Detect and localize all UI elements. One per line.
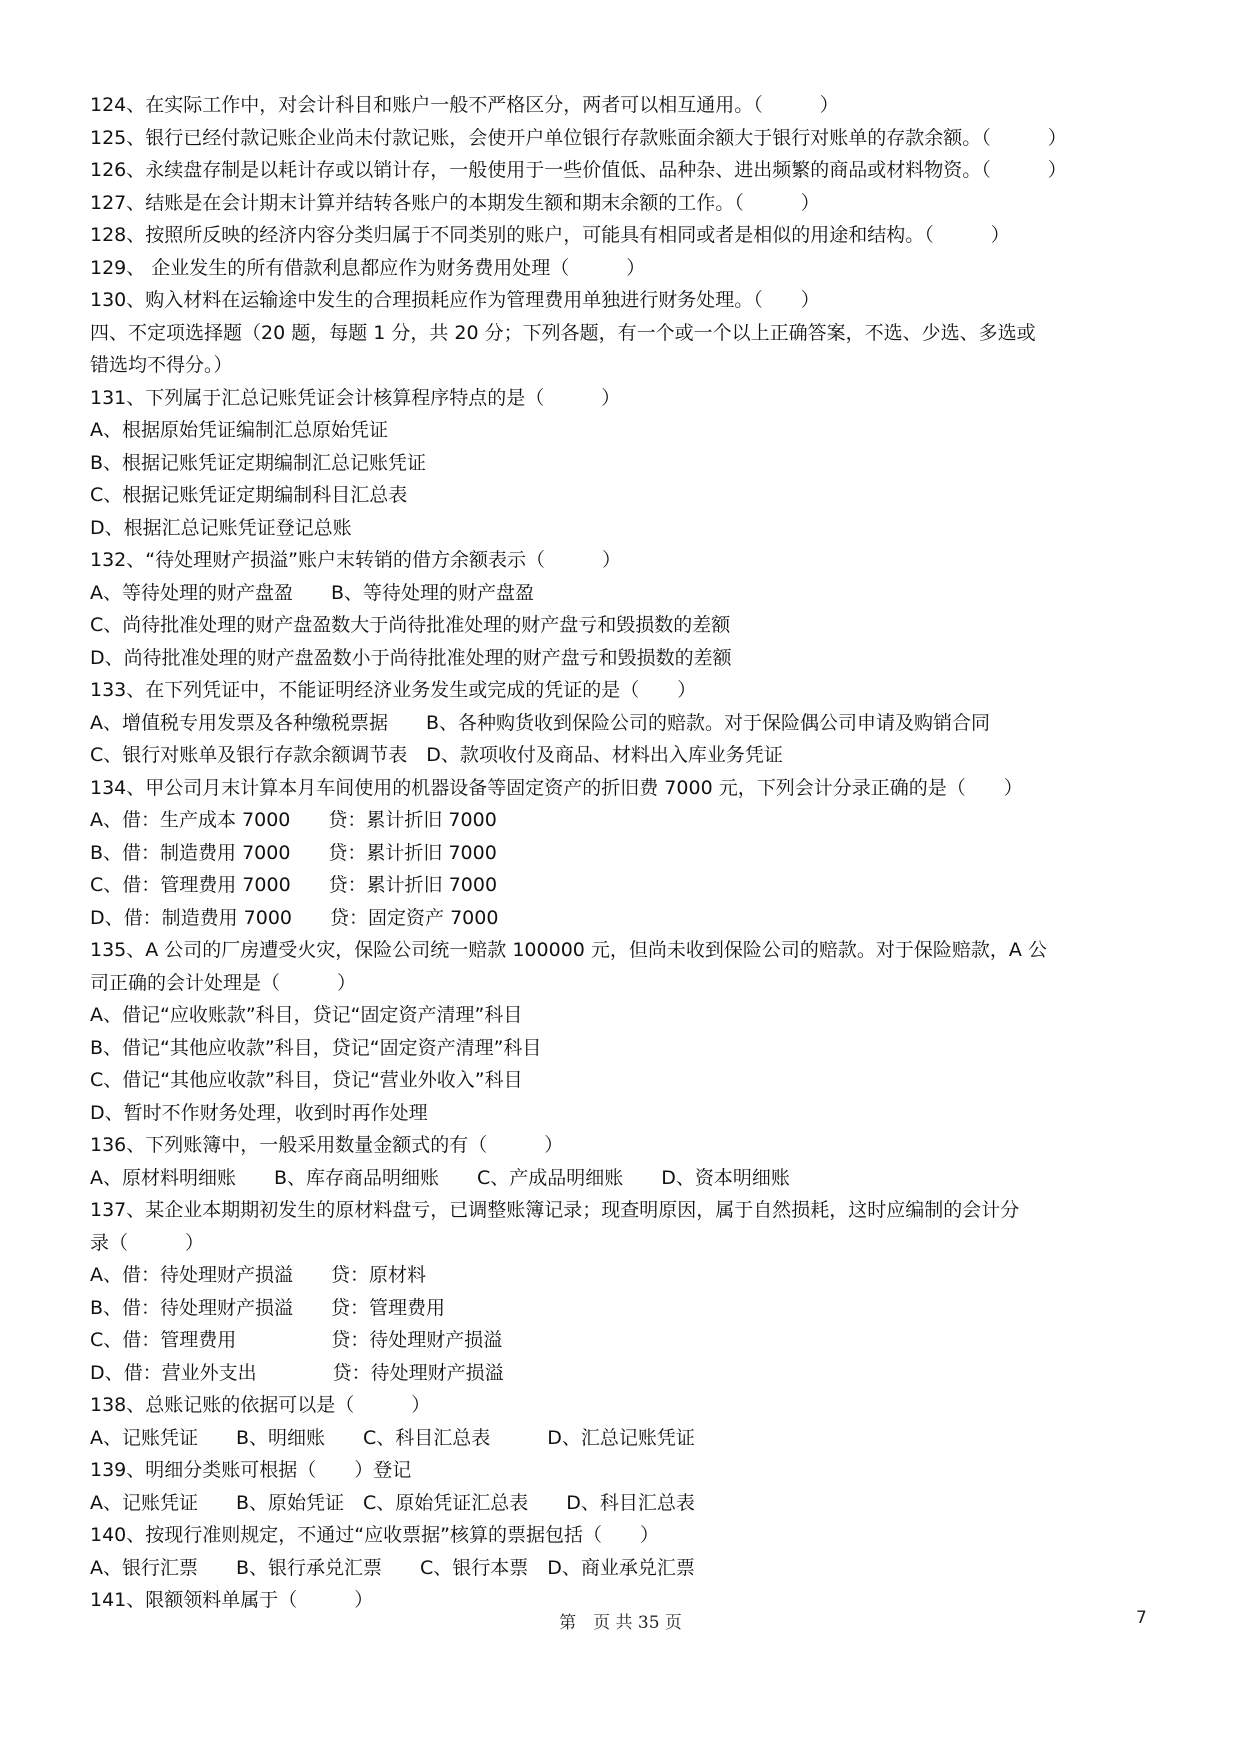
text-line: D、借：营业外支出 贷：待处理财产损溢 [90, 1361, 504, 1384]
text-line: 128、按照所反映的经济内容分类归属于不同类别的账户，可能具有相同或者是相似的用途和结构。（ ） [90, 224, 1010, 246]
text-line: A、借：待处理财产损溢 贷：原材料 [90, 1264, 426, 1286]
text-line: 138、总账记账的依据可以是（ ） [90, 1394, 431, 1416]
text-line: C、尚待批准处理的财产盘盈数大于尚待批准处理的财产盘亏和毁损数的差额 [90, 614, 731, 636]
text-line: A、银行汇票 B、银行承兑汇票 C、银行本票 D、商业承兑汇票 [90, 1556, 695, 1579]
text-line: 141、限额领料单属于（ ） [90, 1589, 374, 1611]
text-line: 131、下列属于汇总记账凭证会计核算程序特点的是（ ） [90, 386, 621, 409]
text-line: C、借记“其他应收款”科目，贷记“营业外收入”科目 [90, 1069, 523, 1091]
text-line: 126、永续盘存制是以耗计存或以销计存，一般使用于一些价值低、品种杂、进出频繁的商品或材料物资。（ ） [90, 159, 1067, 181]
text-line: 四、不定项选择题（20 题，每题 1 分，共 20 分；下列各题，有一个或一个以上正确答案，不选、少选、多选或 [90, 321, 1036, 344]
text-line: 137、某企业本期期初发生的原材料盘亏，已调整账簿记录；现查明原因，属于自然损耗，这时应编制的会计分 [90, 1199, 1020, 1221]
text-line: A、借记“应收账款”科目，贷记“固定资产清理”科目 [90, 1004, 523, 1026]
text-line: 139、明细分类账可根据（ ）登记 [90, 1459, 412, 1481]
text-line: A、记账凭证 B、明细账 C、科目汇总表 D、汇总记账凭证 [90, 1426, 695, 1449]
text-line: 134、甲公司月末计算本月车间使用的机器设备等固定资产的折旧费 7000 元，下列会计分录正确的是（ ） [90, 776, 1023, 799]
text-line: D、借：制造费用 7000 贷：固定资产 7000 [90, 906, 499, 929]
text-line: B、根据记账凭证定期编制汇总记账凭证 [90, 451, 427, 474]
question-list [90, 89, 1170, 1617]
footer-page-number: 7 [1136, 1608, 1147, 1628]
text-line: A、根据原始凭证编制汇总原始凭证 [90, 419, 388, 441]
text-line: A、原材料明细账 B、库存商品明细账 C、产成品明细账 D、资本明细账 [90, 1166, 790, 1189]
text-line: 错选均不得分。） [90, 354, 233, 376]
text-line: D、根据汇总记账凭证登记总账 [90, 516, 352, 539]
text-line: 135、A 公司的厂房遭受火灾，保险公司统一赔款 100000 元，但尚未收到保险公司的赔款。对于保险赔款，A 公 [90, 939, 1047, 961]
text-line: A、借：生产成本 7000 贷：累计折旧 7000 [90, 809, 497, 831]
text-line: A、增值税专用发票及各种缴税票据 B、各种购货收到保险公司的赔款。对于保险偶公司申请及购销合同 [90, 711, 991, 734]
text-line: C、借：管理费用 贷：待处理财产损溢 [90, 1329, 503, 1351]
text-line: 司正确的会计处理是（ ） [90, 971, 357, 994]
text-line: 录（ ） [90, 1231, 205, 1254]
text-line: C、银行对账单及银行存款余额调节表 D、款项收付及商品、材料出入库业务凭证 [90, 744, 783, 766]
text-line: B、借：待处理财产损溢 贷：管理费用 [90, 1296, 446, 1319]
text-line: 127、结账是在会计期末计算并结转各账户的本期发生额和期末余额的工作。（ ） [90, 191, 820, 214]
text-line: 140、按现行准则规定，不通过“应收票据”核算的票据包括（ ） [90, 1524, 659, 1546]
footer-page-count: 第 页 共 35 页 [559, 1613, 682, 1633]
text-line: D、尚待批准处理的财产盘盈数小于尚待批准处理的财产盘亏和毁损数的差额 [90, 646, 732, 669]
text-line: 133、在下列凭证中，不能证明经济业务发生或完成的凭证的是（ ） [90, 679, 697, 701]
text-line: 124、在实际工作中，对会计科目和账户一般不严格区分，两者可以相互通用。（ ） [90, 94, 839, 116]
text-line: 125、银行已经付款记账企业尚未付款记账，会使开户单位银行存款账面余额大于银行对账单的存款余额。（ ） [90, 126, 1067, 149]
text-line: 136、下列账簿中，一般采用数量金额式的有（ ） [90, 1134, 564, 1156]
text-line: 130、购入材料在运输途中发生的合理损耗应作为管理费用单独进行财务处理。（ ） [90, 289, 820, 311]
text-line: B、借：制造费用 7000 贷：累计折旧 7000 [90, 841, 497, 864]
text-line: C、借：管理费用 7000 贷：累计折旧 7000 [90, 874, 498, 896]
text-line: 132、“待处理财产损溢”账户末转销的借方余额表示（ ） [90, 549, 621, 571]
text-line: A、等待处理的财产盘盈 B、等待处理的财产盘盈 [90, 581, 535, 604]
text-line: 129、 企业发生的所有借款利息都应作为财务费用处理（ ） [90, 256, 646, 279]
text-line: B、借记“其他应收款”科目，贷记“固定资产清理”科目 [90, 1036, 542, 1059]
text-line: A、记账凭证 B、原始凭证 C、原始凭证汇总表 D、科目汇总表 [90, 1491, 695, 1514]
text-line: C、根据记账凭证定期编制科目汇总表 [90, 484, 408, 506]
text-line: D、暂时不作财务处理，收到时再作处理 [90, 1101, 428, 1124]
